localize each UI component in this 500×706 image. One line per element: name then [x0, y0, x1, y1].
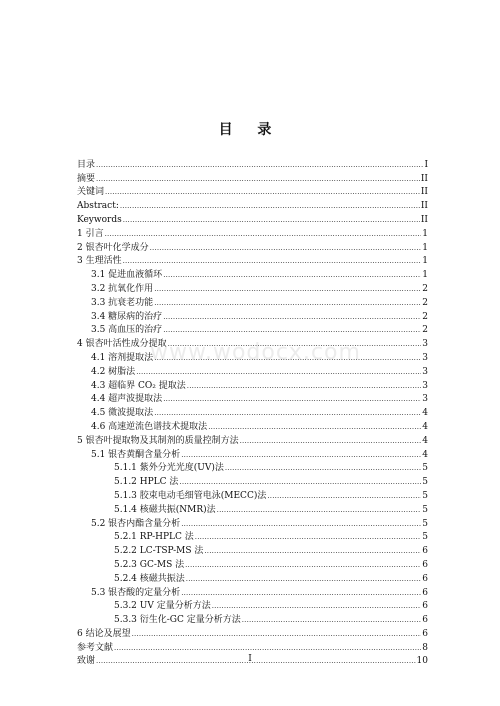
toc-leader-dots — [242, 615, 422, 624]
toc-entry[interactable] — [77, 378, 428, 392]
toc-entry-title: 5.1.2 HPLC 法 — [114, 477, 179, 488]
toc-leader-dots — [96, 160, 423, 169]
toc-entry-title: 摘要 — [77, 173, 96, 184]
toc-entry-title: 5.2.4 核磁共振法 — [114, 573, 185, 584]
toc-entry[interactable] — [77, 309, 428, 323]
toc-entry[interactable] — [77, 419, 428, 433]
toc-entry-title: 6 结论及展望 — [77, 628, 131, 639]
table-of-contents — [77, 157, 428, 667]
toc-entry-title: 5.1.4 核磁共振(NMR)法 — [114, 504, 216, 515]
toc-entry[interactable] — [77, 240, 428, 254]
toc-entry[interactable] — [77, 488, 428, 502]
toc-entry-page: 2 — [422, 325, 428, 336]
toc-entry[interactable] — [77, 474, 428, 488]
toc-leader-dots — [154, 284, 421, 293]
toc-leader-dots — [204, 546, 421, 555]
toc-leader-dots — [163, 312, 421, 321]
toc-leader-dots — [186, 574, 422, 583]
toc-entry[interactable] — [77, 585, 428, 599]
toc-entry-page: II — [420, 214, 428, 225]
toc-entry-page: 6 — [422, 587, 428, 598]
toc-entry[interactable] — [77, 157, 428, 171]
toc-entry-title: 目录 — [77, 159, 96, 170]
toc-entry[interactable] — [77, 516, 428, 530]
toc-entry-title: 5.2.1 RP-HPLC 法 — [114, 532, 194, 543]
toc-entry[interactable] — [77, 254, 428, 268]
toc-entry-title: 5.2 银杏内酯含量分析 — [91, 518, 181, 529]
toc-entry[interactable] — [77, 571, 428, 585]
toc-entry[interactable] — [77, 640, 428, 654]
toc-entry-page: II — [420, 173, 428, 184]
toc-entry-title: 4.2 树脂法 — [91, 366, 136, 377]
toc-leader-dots — [240, 436, 422, 445]
toc-entry-title: 5.2.2 LC-TSP-MS 法 — [114, 546, 204, 557]
toc-entry[interactable] — [77, 626, 428, 640]
toc-entry-title: 4.6 高速逆流色谱技术提取法 — [91, 421, 208, 432]
toc-entry[interactable] — [77, 599, 428, 613]
toc-entry-page: 4 — [422, 421, 428, 432]
page-number: I — [248, 654, 252, 664]
toc-entry-page: 6 — [422, 615, 428, 626]
toc-entry[interactable] — [77, 267, 428, 281]
toc-leader-dots — [181, 588, 421, 597]
toc-entry-page: 6 — [422, 546, 428, 557]
toc-entry[interactable] — [77, 281, 428, 295]
toc-entry-page: 4 — [422, 408, 428, 419]
toc-entry-page: 5 — [422, 490, 428, 501]
toc-leader-dots — [225, 463, 421, 472]
toc-leader-dots — [150, 243, 422, 252]
toc-entry-page: 2 — [422, 297, 428, 308]
toc-entry-title: 5 银杏叶提取物及其制剂的质量控制方法 — [77, 435, 239, 446]
toc-leader-dots — [195, 532, 421, 541]
toc-leader-dots — [154, 298, 421, 307]
toc-leader-dots — [123, 215, 420, 224]
toc-leader-dots — [105, 187, 420, 196]
toc-entry-page: 1 — [422, 228, 428, 239]
toc-entry[interactable] — [77, 171, 428, 185]
toc-entry[interactable] — [77, 502, 428, 516]
toc-leader-dots — [163, 325, 421, 334]
toc-leader-dots — [163, 270, 421, 279]
toc-entry-page: 1 — [422, 242, 428, 253]
toc-entry-page: 2 — [422, 311, 428, 322]
toc-leader-dots — [187, 381, 421, 390]
toc-entry-title: Abstract: — [77, 201, 119, 212]
toc-entry-title: 3.3 抗衰老功能 — [91, 297, 154, 308]
toc-entry-title: 4.1 溶剂提取法 — [91, 352, 154, 363]
toc-entry-title: 参考文献 — [77, 642, 114, 653]
toc-leader-dots — [185, 560, 421, 569]
toc-entry-page: 6 — [422, 601, 428, 612]
toc-entry-page: 8 — [422, 642, 428, 653]
toc-entry-page: I — [424, 159, 428, 170]
toc-leader-dots — [267, 491, 421, 500]
toc-entry-title: 5.3 银杏酸的定量分析 — [91, 587, 181, 598]
toc-entry[interactable] — [77, 543, 428, 557]
toc-entry[interactable] — [77, 557, 428, 571]
toc-entry-page: 5 — [422, 463, 428, 474]
toc-leader-dots — [114, 643, 421, 652]
toc-leader-dots — [123, 256, 422, 265]
toc-entry-title: 3.4 糖尿病的治疗 — [91, 311, 163, 322]
toc-entry[interactable] — [77, 185, 428, 199]
toc-entry-title: 5.1 银杏黄酮含量分析 — [91, 449, 181, 460]
toc-entry-page: 4 — [422, 449, 428, 460]
toc-entry-page: 1 — [422, 256, 428, 267]
toc-entry-title: 3 生理活性 — [77, 256, 122, 267]
toc-leader-dots — [181, 519, 421, 528]
toc-entry[interactable] — [77, 612, 428, 626]
toc-entry-page: 3 — [422, 366, 428, 377]
toc-entry-title: 4.5 微波提取法 — [91, 408, 154, 419]
toc-entry-page: II — [420, 187, 428, 198]
toc-entry-page: 2 — [422, 283, 428, 294]
toc-entry-title: 4 银杏叶活性成分提取 — [77, 339, 167, 350]
toc-entry[interactable] — [77, 530, 428, 544]
toc-entry-title: 致谢 — [77, 656, 96, 667]
toc-entry-title: 5.1.1 紫外分光光度(UV)法 — [114, 463, 224, 474]
toc-leader-dots — [181, 450, 421, 459]
toc-entry-title: 5.1.3 胶束电动毛细管电泳(MECC)法 — [114, 490, 267, 501]
toc-leader-dots — [120, 201, 420, 210]
toc-entry[interactable] — [77, 392, 428, 406]
toc-entry-title: 5.3.3 衍生化-GC 定量分析方法 — [114, 615, 241, 626]
toc-entry[interactable] — [77, 364, 428, 378]
toc-leader-dots — [132, 629, 422, 638]
toc-leader-dots — [179, 477, 421, 486]
toc-entry-page: 6 — [422, 628, 428, 639]
toc-leader-dots — [96, 174, 420, 183]
toc-entry-title: 3.2 抗氧化作用 — [91, 283, 154, 294]
toc-entry-page: 6 — [422, 573, 428, 584]
toc-entry-page: 1 — [422, 270, 428, 281]
toc-entry-page: 6 — [422, 559, 428, 570]
toc-entry-title: 关键词 — [77, 187, 105, 198]
toc-entry-page: 5 — [422, 518, 428, 529]
toc-entry-page: II — [420, 201, 428, 212]
toc-leader-dots — [105, 229, 422, 238]
toc-entry[interactable] — [77, 433, 428, 447]
toc-leader-dots — [163, 394, 421, 403]
toc-entry-page: 10 — [416, 656, 428, 667]
toc-entry[interactable] — [77, 323, 428, 337]
toc-entry-title: 4.3 超临界 CO₂ 提取法 — [91, 380, 186, 391]
toc-entry-title: 3.5 高血压的治疗 — [91, 325, 163, 336]
toc-entry-page: 3 — [422, 339, 428, 350]
watermark: www.wodocx.com — [150, 340, 361, 365]
toc-leader-dots — [208, 422, 421, 431]
toc-entry-page: 3 — [422, 394, 428, 405]
toc-entry-page: 5 — [422, 532, 428, 543]
toc-entry-page: 5 — [422, 504, 428, 515]
toc-leader-dots — [217, 505, 422, 514]
toc-entry-page: 3 — [422, 380, 428, 391]
toc-entry-page: 5 — [422, 477, 428, 488]
toc-entry[interactable] — [77, 295, 428, 309]
toc-entry-title: 2 银杏叶化学成分 — [77, 242, 149, 253]
toc-entry[interactable] — [77, 198, 428, 212]
toc-entry-title: 5.2.3 GC-MS 法 — [114, 559, 185, 570]
toc-entry[interactable] — [77, 405, 428, 419]
toc-entry-title: 5.3.2 UV 定量分析方法 — [114, 601, 211, 612]
toc-leader-dots — [154, 408, 421, 417]
toc-entry-title: Keywords — [77, 214, 122, 225]
toc-leader-dots — [212, 601, 422, 610]
toc-entry-page: 4 — [422, 435, 428, 446]
toc-entry-page: 3 — [422, 352, 428, 363]
page-title: 目 录 — [218, 122, 282, 138]
toc-entry[interactable] — [77, 226, 428, 240]
toc-entry-title: 3.1 促进血液循环 — [91, 270, 163, 281]
toc-leader-dots — [136, 367, 421, 376]
toc-entry[interactable] — [77, 447, 428, 461]
toc-entry-title: 4.4 超声波提取法 — [91, 394, 163, 405]
toc-entry[interactable] — [77, 461, 428, 475]
toc-entry[interactable] — [77, 212, 428, 226]
toc-entry-title: 1 引言 — [77, 228, 104, 239]
